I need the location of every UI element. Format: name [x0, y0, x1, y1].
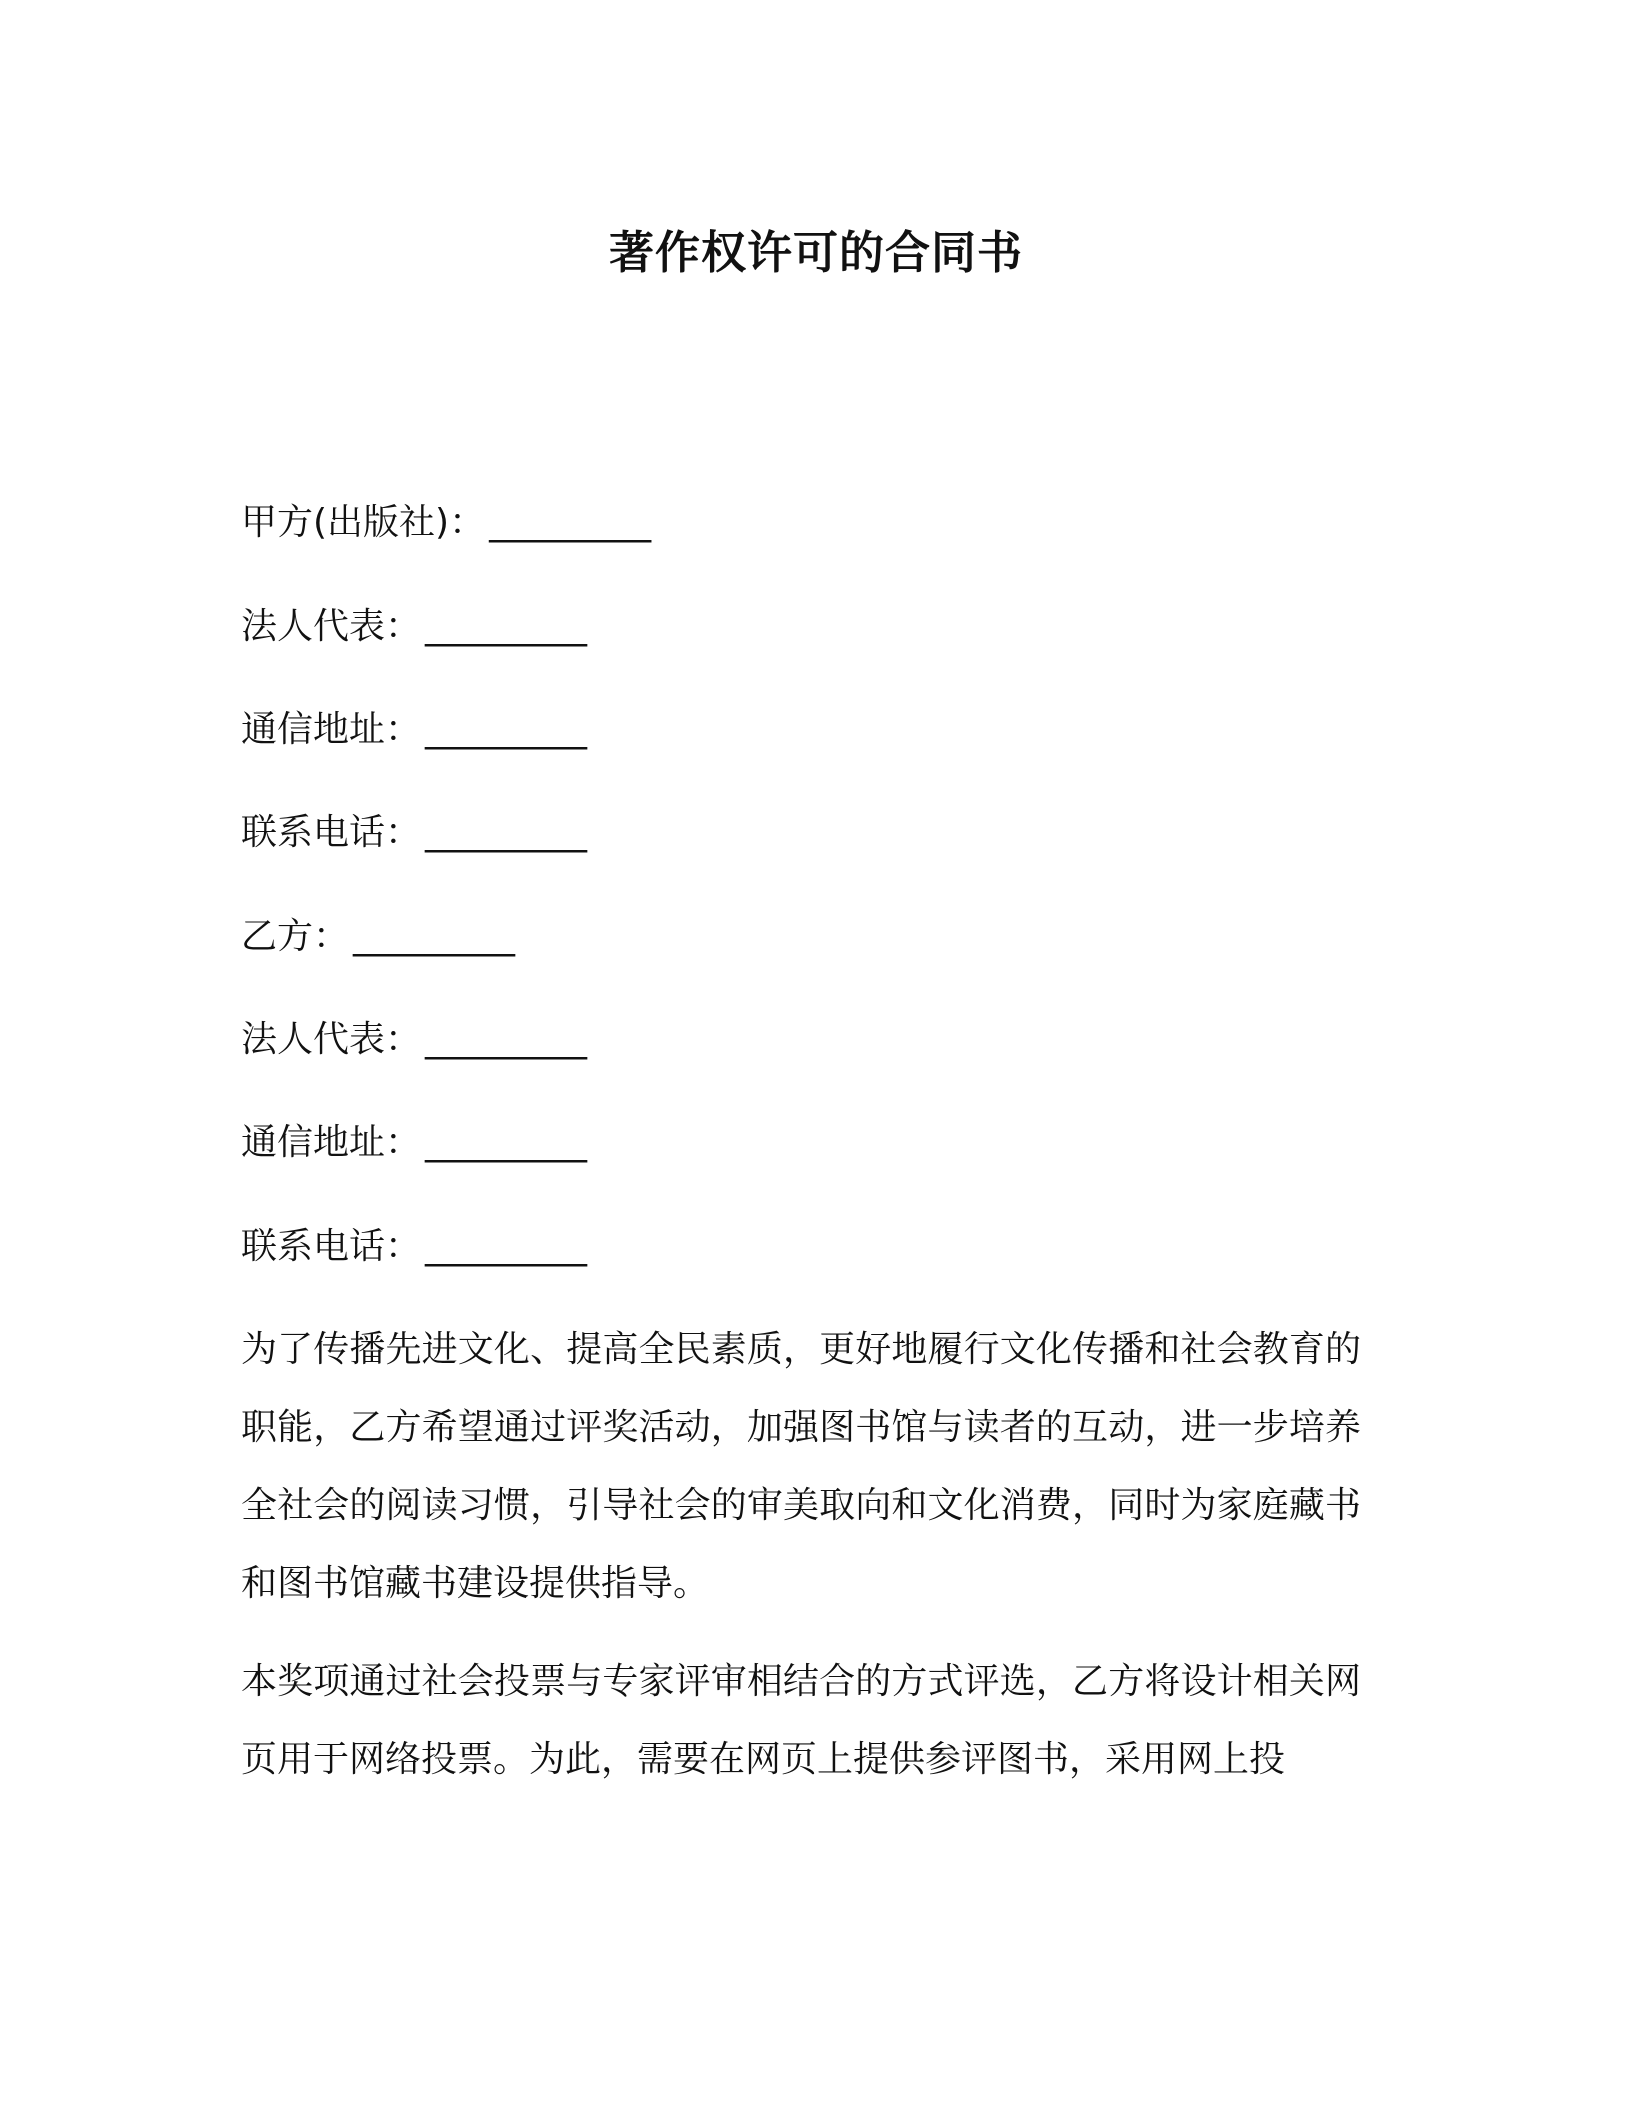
party-a-phone-field	[241, 808, 587, 858]
party-b-name-field	[241, 912, 515, 962]
body-paragraph: 为了传播先进文化、提高全民素质，更好地履行文化传播和社会教育的职能，乙方希望通过评奖活动，加强图书馆与读者的互动，进一步培养全社会的阅读习惯，引导社会的审美取向和文化消费，同时为家庭藏书和图书馆藏书建设提供指导。	[241, 1329, 1361, 1604]
party-b-address-label: 通信地址：	[241, 1122, 422, 1163]
party-b-phone-label: 联系电话：	[241, 1226, 422, 1267]
party-a-rep-blank: _________	[425, 606, 588, 647]
document-title: 著作权许可的合同书	[608, 226, 1023, 279]
party-a-rep-field	[241, 602, 587, 652]
party-a-phone-label: 联系电话：	[241, 812, 422, 853]
party-b-rep-label: 法人代表：	[241, 1019, 422, 1060]
party-b-phone-blank: _________	[425, 1226, 588, 1267]
party-a-address-field	[241, 705, 587, 755]
party-b-rep-blank: _________	[425, 1019, 588, 1060]
party-b-name-blank: _________	[353, 916, 516, 957]
party-b-address-field	[241, 1118, 587, 1168]
party-a-rep-label: 法人代表：	[241, 606, 422, 647]
party-b-address-blank: _________	[425, 1122, 588, 1163]
party-a-phone-blank: _________	[425, 812, 588, 853]
party-b-phone-field	[241, 1222, 587, 1272]
party-a-name-label: 甲方(出版社)：	[241, 502, 486, 543]
body-paragraph: 本奖项通过社会投票与专家评审相结合的方式评选，乙方将设计相关网页用于网络投票。为此，需要在网页上提供参评图书，采用网上投	[241, 1661, 1361, 1780]
party-b-name-label: 乙方：	[241, 916, 350, 957]
party-a-address-label: 通信地址：	[241, 709, 422, 750]
party-a-name-blank: _________	[489, 502, 652, 543]
party-b-rep-field	[241, 1015, 587, 1065]
party-a-address-blank: _________	[425, 709, 588, 750]
party-a-name-field	[241, 498, 651, 548]
